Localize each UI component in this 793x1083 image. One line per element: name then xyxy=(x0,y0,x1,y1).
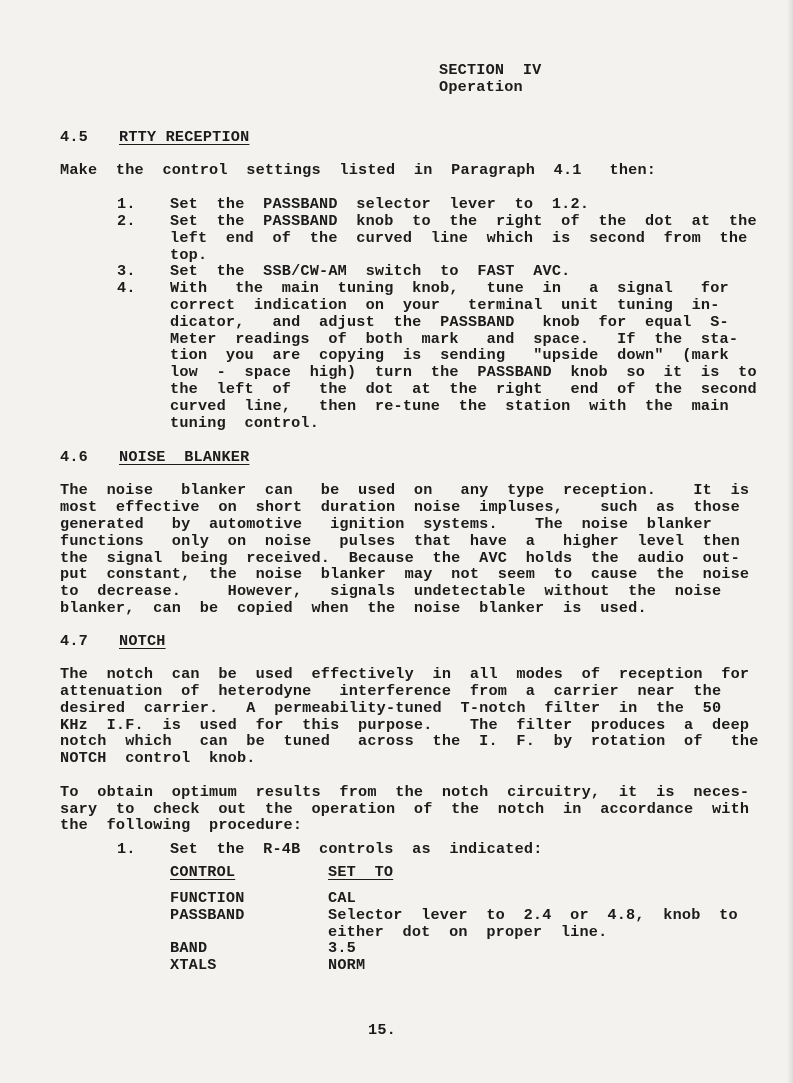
page-number: 15. xyxy=(368,1021,396,1039)
noise-blanker-paragraph: blanker, can be copied when the noise blanker is used. xyxy=(60,599,647,617)
section-4-5-title: RTTY RECEPTION xyxy=(119,128,250,146)
noise-blanker-paragraph: most effective on short duration noise impluses, such as those xyxy=(60,498,740,516)
page-edge-shadow xyxy=(787,0,793,1083)
notch-paragraph-1: The notch can be used effectively in all modes of reception for xyxy=(60,665,750,683)
step-1-number: 1. xyxy=(117,195,136,213)
step-1-text: Set the PASSBAND selector lever to 1.2. xyxy=(170,195,590,213)
table-row-set: either dot on proper line. xyxy=(328,923,608,941)
notch-paragraph-1: desired carrier. A permeability-tuned T-notch filter in the 50 xyxy=(60,699,722,717)
step-4-text: the left of the dot at the right end of the second xyxy=(170,380,757,398)
notch-paragraph-2: the following procedure: xyxy=(60,816,303,834)
step-3-number: 3. xyxy=(117,262,136,280)
table-row-control: BAND xyxy=(170,939,208,957)
step-4-text: Meter readings of both mark and space. If the sta- xyxy=(170,330,739,348)
section-4-5-intro: Make the control settings listed in Paragraph 4.1 then: xyxy=(60,161,657,179)
notch-paragraph-1: KHz I.F. is used for this purpose. The filter produces a deep xyxy=(60,716,750,734)
step-4-text: correct indication on your terminal unit tuning in- xyxy=(170,296,720,314)
notch-paragraph-2: sary to check out the operation of the notch in accordance with xyxy=(60,800,750,818)
table-header-set-to: SET TO xyxy=(328,863,394,881)
section-heading: SECTION IV xyxy=(439,61,542,79)
section-4-5-number: 4.5 xyxy=(60,128,88,146)
table-row-set: CAL xyxy=(328,889,356,907)
step-4-text: dicator, and adjust the PASSBAND knob for equal S- xyxy=(170,313,729,331)
step-2-text: Set the PASSBAND knob to the right of the dot at the xyxy=(170,212,757,230)
step-4-text: With the main tuning knob, tune in a signal for xyxy=(170,279,729,297)
step-4-text: low - space high) turn the PASSBAND knob so it is to xyxy=(170,363,757,381)
step-3-text: Set the SSB/CW-AM switch to FAST AVC. xyxy=(170,262,571,280)
section-4-6-number: 4.6 xyxy=(60,448,88,466)
section-4-6-title: NOISE BLANKER xyxy=(119,448,250,466)
table-row-set: NORM xyxy=(328,956,366,974)
noise-blanker-paragraph: generated by automotive ignition systems. The noise blanker xyxy=(60,515,712,533)
table-row-set: Selector lever to 2.4 or 4.8, knob to xyxy=(328,906,738,924)
section-subtitle: Operation xyxy=(439,78,523,96)
notch-paragraph-2: To obtain optimum results from the notch circuitry, it is neces- xyxy=(60,783,750,801)
step-4-text: tuning control. xyxy=(170,414,320,432)
noise-blanker-paragraph: to decrease. However, signals undetectable without the noise xyxy=(60,582,722,600)
section-4-7-number: 4.7 xyxy=(60,632,88,650)
table-row-set: 3.5 xyxy=(328,939,356,957)
step-2-text: top. xyxy=(170,246,208,264)
section-4-7-title: NOTCH xyxy=(119,632,166,650)
noise-blanker-paragraph: functions only on noise pulses that have a higher level then xyxy=(60,532,740,550)
step-2-number: 2. xyxy=(117,212,136,230)
table-header-control: CONTROL xyxy=(170,863,236,881)
table-row-control: PASSBAND xyxy=(170,906,245,924)
notch-paragraph-1: attenuation of heterodyne interference from a carrier near the xyxy=(60,682,722,700)
table-row-control: XTALS xyxy=(170,956,217,974)
notch-step-1-text: Set the R-4B controls as indicated: xyxy=(170,840,543,858)
notch-paragraph-1: notch which can be tuned across the I. F. by rotation of the xyxy=(60,732,759,750)
step-2-text: left end of the curved line which is second from the xyxy=(170,229,748,247)
noise-blanker-paragraph: the signal being received. Because the AVC holds the audio out- xyxy=(60,549,740,567)
step-4-text: curved line, then re-tune the station with the main xyxy=(170,397,729,415)
notch-paragraph-1: NOTCH control knob. xyxy=(60,749,256,767)
step-4-text: tion you are copying is sending "upside down" (mark xyxy=(170,346,729,364)
table-row-control: FUNCTION xyxy=(170,889,245,907)
noise-blanker-paragraph: The noise blanker can be used on any type reception. It is xyxy=(60,481,750,499)
step-4-number: 4. xyxy=(117,279,136,297)
notch-step-1-number: 1. xyxy=(117,840,136,858)
noise-blanker-paragraph: put constant, the noise blanker may not seem to cause the noise xyxy=(60,565,750,583)
